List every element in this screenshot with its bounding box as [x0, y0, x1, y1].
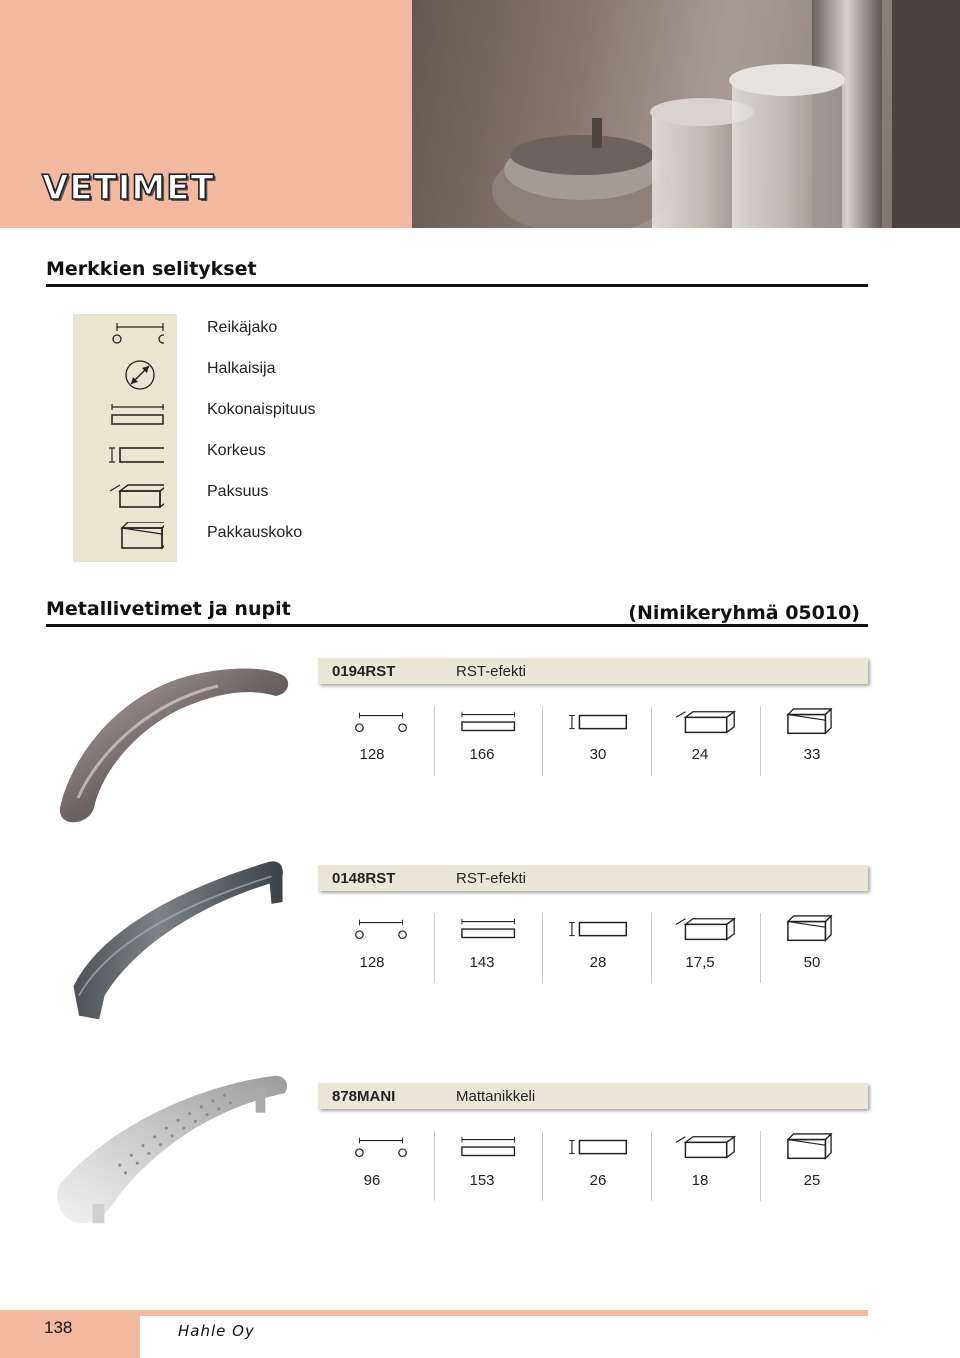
section-group: (Nimikeryhmä 05010) — [628, 602, 860, 624]
spec-icon-cell — [652, 1131, 760, 1165]
product-code-bar — [318, 865, 868, 891]
hole-spacing-icon — [346, 1133, 416, 1163]
total-length-icon — [90, 399, 164, 431]
spec-values-row — [318, 944, 870, 984]
hole-spacing-icon — [346, 915, 416, 945]
legend-label: Pakkauskoko — [207, 524, 303, 541]
spec-value: 17,5 — [685, 954, 715, 971]
spec-value: 50 — [803, 954, 821, 971]
legend-item — [73, 352, 473, 393]
spec-icon-cell — [652, 913, 760, 947]
column-divider — [651, 913, 652, 983]
column-divider — [434, 913, 435, 983]
column-divider — [651, 706, 652, 776]
legend-label: Paksuus — [207, 483, 269, 500]
total-length-icon — [456, 1133, 526, 1163]
column-divider — [542, 1131, 543, 1201]
column-divider — [434, 706, 435, 776]
page-title: VETIMET — [42, 168, 215, 208]
spec-value: 30 — [589, 746, 607, 763]
spec-icons-row — [318, 706, 870, 740]
spec-value: 26 — [589, 1172, 607, 1189]
thickness-icon — [90, 481, 164, 513]
spec-value: 33 — [803, 746, 821, 763]
column-divider — [651, 1131, 652, 1201]
handle-image — [48, 858, 308, 1023]
package-size-icon — [782, 1133, 852, 1163]
spec-icon-cell — [436, 913, 544, 947]
spec-values-row — [318, 736, 870, 776]
legend-item — [73, 393, 473, 434]
product-code: 0194RST — [332, 663, 396, 680]
handle-image — [48, 658, 308, 823]
height-icon — [566, 708, 636, 738]
legend-item — [73, 434, 473, 475]
spec-icon-cell — [762, 913, 870, 947]
product-finish: RST-efekti — [456, 870, 527, 887]
legend-label: Reikäjako — [207, 319, 278, 336]
product-code-bar — [318, 658, 868, 684]
product-code: 878MANI — [332, 1088, 396, 1105]
spec-value: 143 — [469, 954, 495, 971]
thickness-icon — [672, 708, 742, 738]
column-divider — [542, 913, 543, 983]
product-finish: Mattanikkeli — [456, 1088, 536, 1105]
legend-heading — [46, 258, 868, 287]
height-icon — [566, 915, 636, 945]
spec-value: 96 — [363, 1172, 381, 1189]
legend-label: Korkeus — [207, 442, 266, 459]
column-divider — [434, 1131, 435, 1201]
spec-value: 18 — [691, 1172, 709, 1189]
spec-icon-cell — [326, 706, 434, 740]
handle-image — [48, 1068, 308, 1233]
footer-rule — [140, 1310, 868, 1316]
thickness-icon — [672, 915, 742, 945]
legend-item — [73, 516, 473, 557]
height-icon — [566, 1133, 636, 1163]
package-size-icon — [90, 522, 164, 554]
spec-icon-cell — [436, 1131, 544, 1165]
legend-label: Halkaisija — [207, 360, 276, 377]
legend-label: Kokonaispituus — [207, 401, 316, 418]
header-photo — [412, 0, 960, 228]
spec-icon-cell — [326, 1131, 434, 1165]
spec-value: 166 — [469, 746, 495, 763]
spec-icons-row — [318, 1131, 870, 1165]
section-title: Metallivetimet ja nupit — [46, 598, 291, 620]
spec-value: 24 — [691, 746, 709, 763]
kitchen-jars-photo — [412, 0, 960, 228]
thickness-icon — [672, 1133, 742, 1163]
spec-value: 153 — [469, 1172, 495, 1189]
hole-spacing-icon — [346, 708, 416, 738]
legend-heading-text: Merkkien selitykset — [46, 258, 257, 280]
spec-value: 25 — [803, 1172, 821, 1189]
column-divider — [760, 706, 761, 776]
diameter-icon — [90, 358, 164, 390]
product-code-bar — [318, 1083, 868, 1109]
spec-icon-cell — [762, 706, 870, 740]
spec-icon-cell — [326, 913, 434, 947]
height-icon — [90, 440, 164, 472]
section-heading — [46, 598, 868, 627]
column-divider — [542, 706, 543, 776]
legend-item — [73, 311, 473, 352]
hole-spacing-icon — [90, 317, 164, 349]
column-divider — [760, 1131, 761, 1201]
product-finish: RST-efekti — [456, 663, 527, 680]
page-number: 138 — [44, 1318, 73, 1337]
spec-icon-cell — [652, 706, 760, 740]
spec-icon-cell — [546, 1131, 654, 1165]
total-length-icon — [456, 915, 526, 945]
company-name: Hahle Oy — [178, 1322, 255, 1340]
spec-icon-cell — [546, 706, 654, 740]
package-size-icon — [782, 915, 852, 945]
product-code: 0148RST — [332, 870, 396, 887]
spec-values-row — [318, 1162, 870, 1202]
spec-icon-cell — [546, 913, 654, 947]
legend-item — [73, 475, 473, 516]
spec-icon-cell — [436, 706, 544, 740]
spec-value: 128 — [359, 746, 385, 763]
package-size-icon — [782, 708, 852, 738]
column-divider — [760, 913, 761, 983]
spec-value: 128 — [359, 954, 385, 971]
spec-icons-row — [318, 913, 870, 947]
spec-value: 28 — [589, 954, 607, 971]
total-length-icon — [456, 708, 526, 738]
spec-icon-cell — [762, 1131, 870, 1165]
